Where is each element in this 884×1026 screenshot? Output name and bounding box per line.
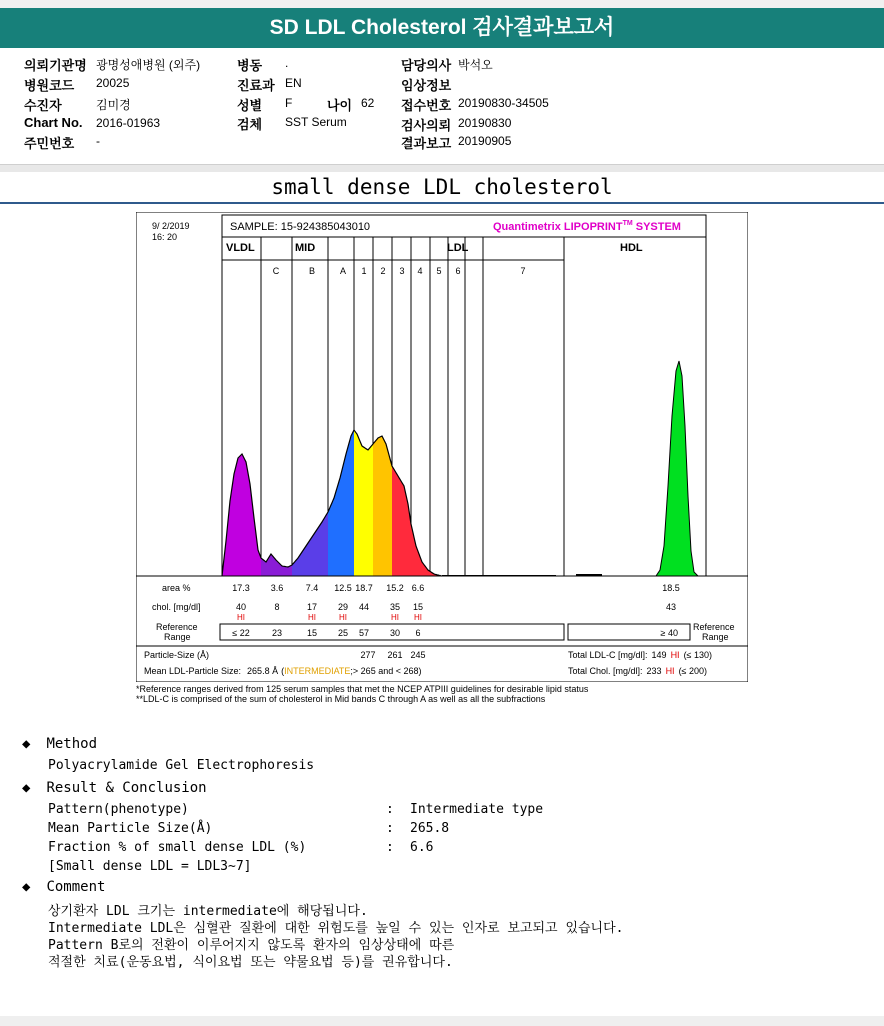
area-value: 6.6	[411, 583, 425, 593]
mean-size-range: ;> 265 and < 268)	[350, 666, 422, 676]
group-vldl: VLDL	[226, 242, 255, 254]
chol-value: 17	[306, 602, 318, 612]
ref-value: 6	[415, 628, 421, 638]
group-mid: MID	[295, 242, 316, 254]
total-ldl-flag: HI	[670, 650, 680, 660]
group-ldl: LDL	[447, 242, 469, 254]
band-label: 1	[361, 266, 367, 276]
chart-no-label: Chart No.	[24, 115, 83, 130]
age-value: 62	[361, 96, 375, 110]
hospital-code-value: 20025	[96, 76, 130, 90]
footnote-2: **LDL-C is comprised of the sum of cholesterol in Mid bands C through A as well as all the subfractions	[136, 694, 546, 704]
result-row-value: 6.6	[410, 840, 434, 855]
hospital-code-label: 병원코드	[24, 78, 75, 93]
chart-time: 16: 20	[152, 232, 178, 242]
chol-value: 44	[358, 602, 370, 612]
ref-value: 57	[358, 628, 370, 638]
examinee-label: 수진자	[24, 98, 62, 113]
chart-date: 9/ 2/2019	[152, 221, 190, 231]
method-text: Polyacrylamide Gel Electrophoresis	[48, 758, 315, 773]
section-separator	[0, 165, 884, 172]
area-value: 7.4	[305, 583, 319, 593]
row-ref-label-2: Range	[164, 632, 191, 642]
ref-value-hdl: ≥ 40	[660, 628, 678, 638]
particle-size-value: 277	[360, 650, 376, 660]
mean-size-label-text: Mean LDL-Particle Size:	[144, 666, 242, 676]
total-ldl-ref: (≤ 130)	[683, 650, 713, 660]
result-heading	[22, 780, 207, 796]
department-value: EN	[285, 76, 302, 90]
row-area-label: area %	[162, 583, 191, 593]
total-chol-label: Total Chol. [mg/dl]:	[568, 666, 643, 676]
footnote-1: *Reference ranges derived from 125 serum samples that met the NCEP ATPIII guidelines for desirable lipid status	[136, 684, 589, 694]
ref-value: ≤ 22	[232, 628, 250, 638]
ward-value: .	[285, 56, 289, 70]
specimen-value: SST Serum	[285, 115, 347, 129]
chol-value: 15	[412, 602, 424, 612]
result-row-label: Pattern(phenotype)	[48, 802, 189, 817]
test-request-value: 20190830	[458, 116, 512, 130]
comment-line: 상기환자 LDL 크기는 intermediate에 해당됩니다.	[48, 904, 368, 919]
band-label: 5	[436, 266, 442, 276]
band-label: 3	[399, 266, 405, 276]
chol-value: 35	[389, 602, 401, 612]
band-label: C	[272, 266, 280, 276]
section-title: small dense LDL cholesterol	[271, 175, 613, 199]
result-row-colon: :	[386, 840, 394, 855]
test-request-label: 검사의뢰	[401, 118, 452, 133]
chol-value-hdl: 43	[665, 602, 677, 612]
method-heading	[22, 736, 97, 752]
hi-flag: HI	[339, 613, 347, 622]
result-row-value: Intermediate type	[410, 802, 544, 817]
row-ref-label-right-1: Reference	[693, 622, 735, 632]
mean-size-tag: INTERMEDIATE	[284, 666, 351, 676]
result-heading-text: Result & Conclusion	[46, 780, 207, 796]
result-row-value: 265.8	[410, 821, 450, 836]
result-report-value: 20190905	[458, 134, 512, 148]
report-title: SD LDL Cholesterol 검사결과보고서	[0, 8, 884, 48]
chol-value: 29	[337, 602, 349, 612]
method-heading-text: Method	[46, 736, 98, 752]
mean-size-value: 265.8 Å	[247, 666, 279, 676]
curve-fraction	[354, 430, 373, 576]
specimen-label: 검체	[237, 117, 263, 132]
lipoprint-chart-svg	[136, 212, 748, 682]
band-label: 7	[520, 266, 526, 276]
particle-size-value: 261	[387, 650, 403, 660]
system-name-suffix: SYSTEM	[632, 221, 681, 233]
ref-value: 15	[306, 628, 318, 638]
mean-size-paren: (	[281, 666, 285, 676]
lipoprint-chart	[136, 212, 748, 682]
ward-label: 병동	[237, 58, 263, 73]
sex-label: 성별	[237, 98, 263, 113]
bottom-strip	[0, 1016, 884, 1026]
area-value: 15.2	[386, 583, 404, 593]
resident-no-label: 주민번호	[24, 136, 75, 151]
system-name-tm: TM	[622, 220, 633, 227]
result-row-label: Fraction % of small dense LDL (%)	[48, 840, 307, 855]
receipt-no-label: 접수번호	[401, 98, 452, 113]
row-ref-label-right-2: Range	[702, 632, 729, 642]
chol-value: 40	[235, 602, 247, 612]
comment-heading-text: Comment	[46, 879, 106, 895]
doctor-label: 담당의사	[401, 58, 452, 73]
band-label: A	[339, 266, 347, 276]
department-label: 진료과	[237, 78, 275, 93]
chart-no-value: 2016-01963	[96, 116, 161, 130]
diamond-bullet-icon: ◆	[22, 736, 31, 752]
group-hdl: HDL	[620, 242, 643, 254]
comment-heading	[22, 879, 105, 895]
chart-frame	[136, 212, 748, 682]
total-ldl	[568, 650, 712, 660]
area-value: 17.3	[232, 583, 250, 593]
top-strip	[0, 0, 884, 8]
total-ldl-value: 149	[651, 650, 667, 660]
system-name	[493, 220, 681, 233]
sample-id: SAMPLE: 15-924385043010	[230, 221, 371, 233]
hi-flag: HI	[237, 613, 245, 622]
band-label: 6	[455, 266, 461, 276]
hi-flag: HI	[391, 613, 399, 622]
ref-value: 30	[389, 628, 401, 638]
system-name-main: Quantimetrix LIPOPRINT	[493, 221, 623, 233]
hi-flag: HI	[414, 613, 422, 622]
area-value: 12.5	[334, 583, 352, 593]
sex-value: F	[285, 96, 293, 110]
band-label: 2	[380, 266, 386, 276]
examinee-value: 김미경	[96, 98, 131, 112]
institution-label: 의뢰기관명	[24, 58, 87, 73]
clinical-info-label: 임상정보	[401, 78, 452, 93]
result-row-colon: :	[386, 821, 394, 836]
comment-line: Pattern B로의 전환이 이루어지지 않도록 환자의 임상상태에 따른	[48, 938, 455, 953]
area-value-hdl: 18.5	[662, 583, 680, 593]
resident-no-value: -	[96, 134, 100, 148]
age-label: 나이	[327, 98, 353, 113]
result-note: [Small dense LDL = LDL3~7]	[48, 859, 252, 874]
row-chol-label: chol. [mg/dl]	[152, 602, 201, 612]
row-ref-label-1: Reference	[156, 622, 198, 632]
patient-info-panel	[0, 48, 884, 165]
doctor-value: 박석오	[458, 58, 493, 72]
area-value: 18.7	[355, 583, 373, 593]
ref-value: 25	[337, 628, 349, 638]
comment-line: Intermediate LDL은 심혈관 질환에 대한 위험도를 높일 수 있는 인자로 보고되고 있습니다.	[48, 921, 624, 936]
band-label: 4	[417, 266, 423, 276]
diamond-bullet-icon: ◆	[22, 879, 31, 895]
particle-size-label: Particle-Size (Å)	[144, 650, 210, 660]
total-chol-value: 233	[646, 666, 662, 676]
result-row-label: Mean Particle Size(Å)	[48, 821, 213, 836]
mean-size-label	[144, 666, 421, 676]
comment-line: 적절한 치료(운동요법, 식이요법 또는 약물요법 등)를 권유합니다.	[48, 955, 453, 970]
section-underline	[0, 202, 884, 204]
total-chol-flag: HI	[665, 666, 675, 676]
area-value: 3.6	[270, 583, 284, 593]
hi-flag: HI	[308, 613, 316, 622]
diamond-bullet-icon: ◆	[22, 780, 31, 796]
total-chol-ref: (≤ 200)	[678, 666, 708, 676]
total-ldl-label: Total LDL-C [mg/dl]:	[568, 650, 648, 660]
band-label: B	[308, 266, 316, 276]
particle-size-value: 245	[410, 650, 426, 660]
ref-value: 23	[271, 628, 283, 638]
result-report-label: 결과보고	[401, 136, 452, 151]
chol-value: 8	[274, 602, 280, 612]
result-row-colon: :	[386, 802, 394, 817]
institution-value: 광명성애병원 (외주)	[96, 58, 201, 72]
total-chol	[568, 666, 707, 676]
receipt-no-value: 20190830-34505	[458, 96, 549, 110]
